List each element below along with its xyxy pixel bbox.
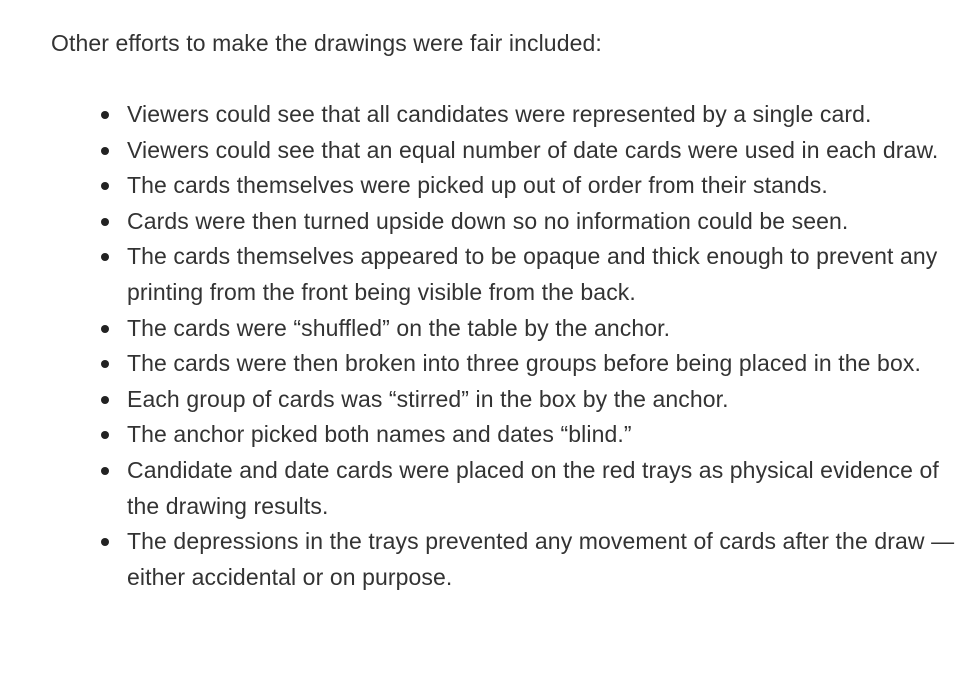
list-item-text: Viewers could see that an equal number of date cards were used in each draw. (127, 136, 939, 163)
list-item-text: The cards themselves appeared to be opaque and thick enough to prevent any printing from the front being visible from the back. (127, 243, 938, 305)
list-item (127, 97, 976, 133)
bullet-icon (101, 253, 109, 261)
bullet-icon (101, 396, 109, 404)
article-content (51, 26, 976, 595)
list-item (127, 453, 976, 524)
list-item (127, 133, 976, 169)
list-item (127, 382, 976, 418)
intro-paragraph: Other efforts to make the drawings were fair included: (51, 30, 602, 56)
list-item (127, 204, 976, 240)
list-item-text: The cards were “shuffled” on the table by the anchor. (127, 314, 671, 341)
list-item-text: Each group of cards was “stirred” in the box by the anchor. (127, 385, 729, 412)
bullet-icon (101, 360, 109, 368)
list-item-text: The depressions in the trays prevented any movement of cards after the draw — either accidental or on purpose. (127, 528, 955, 590)
bullet-icon (101, 147, 109, 155)
bullet-icon (101, 111, 109, 119)
bullet-icon (101, 538, 109, 546)
list-item-text: Candidate and date cards were placed on the red trays as physical evidence of the drawing results. (127, 456, 939, 519)
bullet-icon (101, 467, 109, 475)
bullet-icon (101, 218, 109, 226)
list-item-text: Viewers could see that all candidates were represented by a single card. (127, 101, 872, 127)
list-item (127, 239, 976, 310)
list-item (127, 168, 976, 204)
list-item-text: The anchor picked both names and dates “blind.” (127, 421, 632, 448)
list-item-text: The cards themselves were picked up out of order from their stands. (127, 172, 828, 199)
bullet-icon (101, 431, 109, 439)
bullet-icon (101, 325, 109, 333)
list-item-text: Cards were then turned upside down so no information could be seen. (127, 207, 849, 234)
list-item (127, 346, 976, 382)
bullet-list (51, 97, 976, 595)
bullet-icon (101, 182, 109, 190)
list-item-text: The cards were then broken into three groups before being placed in the box. (127, 350, 921, 377)
list-item (127, 311, 976, 347)
list-item (127, 417, 976, 453)
list-item (127, 524, 976, 595)
